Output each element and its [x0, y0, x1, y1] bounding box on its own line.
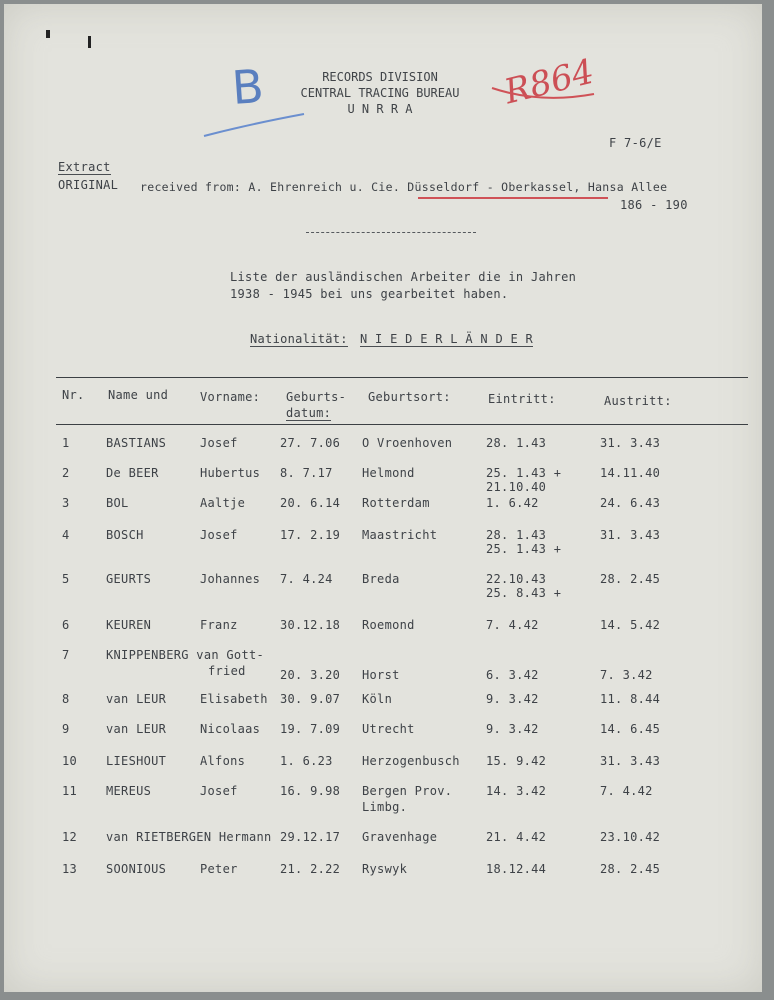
- row-vorname: Josef: [200, 784, 238, 798]
- row-eintritt: 28. 1.43: [486, 528, 547, 542]
- row-name: van RIETBERGEN Hermann: [106, 830, 272, 844]
- nationality-value: N I E D E R L Ä N D E R: [360, 332, 534, 346]
- row-eintritt: 15. 9.42: [486, 754, 547, 768]
- col-geburtsdatum-2: datum:: [286, 406, 332, 420]
- row-name: KEUREN: [106, 618, 152, 632]
- row-name: van LEUR: [106, 692, 167, 706]
- extract-label: Extract: [58, 160, 111, 174]
- handwritten-b: B: [230, 58, 266, 116]
- row-geburtsort: Bergen Prov.: [362, 784, 453, 798]
- row-number: 11: [62, 784, 78, 798]
- nationality-label: Nationalität:: [250, 332, 348, 346]
- row-vorname: Aaltje: [200, 496, 246, 510]
- row-geburtsort: Maastricht: [362, 528, 438, 542]
- received-from: received from: A. Ehrenreich u. Cie. Düsseldorf - Oberkassel, Hansa Allee: [140, 180, 668, 194]
- row-name: LIESHOUT: [106, 754, 167, 768]
- row-geburtsdatum: 27. 7.06: [280, 436, 341, 450]
- row-austritt: 24. 6.43: [600, 496, 661, 510]
- row-vorname: Franz: [200, 618, 238, 632]
- row-eintritt: 28. 1.43: [486, 436, 547, 450]
- row-austritt: 28. 2.45: [600, 572, 661, 586]
- row-geburtsdatum: 17. 2.19: [280, 528, 341, 542]
- row-eintritt: 14. 3.42: [486, 784, 547, 798]
- row-number: 5: [62, 572, 70, 586]
- document-page: [4, 4, 762, 992]
- row-name: BOL: [106, 496, 129, 510]
- address-line-2: 186 - 190: [620, 198, 688, 212]
- row-geburtsort: Roemond: [362, 618, 415, 632]
- header-line-2: CENTRAL TRACING BUREAU: [300, 86, 460, 100]
- row-vorname: Elisabeth: [200, 692, 268, 706]
- row-geburtsdatum: 1. 6.23: [280, 754, 333, 768]
- col-geburtsort: Geburtsort:: [368, 390, 451, 404]
- row-austritt: 28. 2.45: [600, 862, 661, 876]
- row-vorname: Johannes: [200, 572, 261, 586]
- row-geburtsort: Ryswyk: [362, 862, 408, 876]
- table-header-rule: [56, 424, 748, 425]
- col-vorname: Vorname:: [200, 390, 261, 404]
- col-name: Name und: [108, 388, 169, 402]
- row-name: De BEER: [106, 466, 159, 480]
- row-eintritt: 6. 3.42: [486, 668, 539, 682]
- row-vorname: Hubertus: [200, 466, 261, 480]
- row-geburtsort: O Vroenhoven: [362, 436, 453, 450]
- row-number: 1: [62, 436, 70, 450]
- row-austritt: 31. 3.43: [600, 436, 661, 450]
- row-vorname: Peter: [200, 862, 238, 876]
- row-geburtsdatum: 8. 7.17: [280, 466, 333, 480]
- col-austritt: Austritt:: [604, 394, 672, 408]
- red-underline: [418, 197, 608, 199]
- row-name: BOSCH: [106, 528, 144, 542]
- row-number: 7: [62, 648, 70, 662]
- row-geburtsort: Herzogenbusch: [362, 754, 460, 768]
- row-geburtsdatum: 30.12.18: [280, 618, 341, 632]
- row-number: 8: [62, 692, 70, 706]
- row-eintritt: 18.12.44: [486, 862, 547, 876]
- row-eintritt: 25. 1.43 +: [486, 466, 562, 480]
- staple-mark: [46, 30, 50, 38]
- row-geburtsdatum: 29.12.17: [280, 830, 341, 844]
- row-name: GEURTS: [106, 572, 152, 586]
- row-number: 13: [62, 862, 78, 876]
- row-geburtsort: Gravenhage: [362, 830, 438, 844]
- row-vorname: Josef: [200, 528, 238, 542]
- row-eintritt-2: 25. 1.43 +: [486, 542, 562, 556]
- intro-line-1: Liste der ausländischen Arbeiter die in Jahren: [230, 270, 577, 284]
- row-vorname: Josef: [200, 436, 238, 450]
- handwritten-ref: R864: [500, 51, 598, 113]
- col-geburtsdatum-1: Geburts-: [286, 390, 347, 404]
- row-geburtsdatum: 16. 9.98: [280, 784, 341, 798]
- row-geburtsort: Breda: [362, 572, 400, 586]
- file-reference: F 7-6/E: [609, 136, 662, 150]
- row-geburtsdatum: 20. 6.14: [280, 496, 341, 510]
- blue-pencil-stroke: [200, 112, 310, 140]
- row-vorname: Alfons: [200, 754, 246, 768]
- row-number: 9: [62, 722, 70, 736]
- row-austritt: 23.10.42: [600, 830, 661, 844]
- row-vorname: Nicolaas: [200, 722, 261, 736]
- row-eintritt: 22.10.43: [486, 572, 547, 586]
- row-name: KNIPPENBERG van Gott-: [106, 648, 265, 662]
- row-name: SOONIOUS: [106, 862, 167, 876]
- row-number: 4: [62, 528, 70, 542]
- row-austritt: 31. 3.43: [600, 528, 661, 542]
- row-number: 6: [62, 618, 70, 632]
- original-label: ORIGINAL: [58, 178, 119, 192]
- row-name: van LEUR: [106, 722, 167, 736]
- intro-line-2: 1938 - 1945 bei uns gearbeitet haben.: [230, 287, 509, 301]
- row-eintritt: 9. 3.42: [486, 692, 539, 706]
- row-austritt: 14. 5.42: [600, 618, 661, 632]
- row-geburtsdatum: 7. 4.24: [280, 572, 333, 586]
- row-austritt: 11. 8.44: [600, 692, 661, 706]
- row-geburtsdatum: 20. 3.20: [280, 668, 341, 682]
- row-geburtsort: Utrecht: [362, 722, 415, 736]
- row-eintritt: 1. 6.42: [486, 496, 539, 510]
- row-austritt: 14. 6.45: [600, 722, 661, 736]
- row-eintritt: 9. 3.42: [486, 722, 539, 736]
- row-number: 12: [62, 830, 78, 844]
- row-austritt: 7. 4.42: [600, 784, 653, 798]
- row-austritt: 31. 3.43: [600, 754, 661, 768]
- row-austritt: 14.11.40: [600, 466, 661, 480]
- row-austritt: 7. 3.42: [600, 668, 653, 682]
- row-geburtsdatum: 19. 7.09: [280, 722, 341, 736]
- col-nr: Nr.: [62, 388, 85, 402]
- staple-mark: [88, 36, 91, 48]
- row-geburtsort: Rotterdam: [362, 496, 430, 510]
- row-eintritt: 7. 4.42: [486, 618, 539, 632]
- col-eintritt: Eintritt:: [488, 392, 556, 406]
- row-geburtsdatum: 30. 9.07: [280, 692, 341, 706]
- header-line-1: RECORDS DIVISION: [322, 70, 438, 84]
- row-eintritt-2: 25. 8.43 +: [486, 586, 562, 600]
- row-number: 10: [62, 754, 78, 768]
- row-name: BASTIANS: [106, 436, 167, 450]
- row-eintritt-2: 21.10.40: [486, 480, 547, 494]
- header-line-3: U N R R A: [347, 102, 413, 116]
- row-geburtsort: Helmond: [362, 466, 415, 480]
- row-eintritt: 21. 4.42: [486, 830, 547, 844]
- separator-line: [306, 232, 476, 233]
- row-vorname: fried: [208, 664, 246, 678]
- row-geburtsort: Köln: [362, 692, 393, 706]
- row-number: 2: [62, 466, 70, 480]
- row-number: 3: [62, 496, 70, 510]
- row-geburtsdatum: 21. 2.22: [280, 862, 341, 876]
- row-geburtsort-2: Limbg.: [362, 800, 408, 814]
- row-geburtsort: Horst: [362, 668, 400, 682]
- table-top-rule: [56, 377, 748, 378]
- row-name: MEREUS: [106, 784, 152, 798]
